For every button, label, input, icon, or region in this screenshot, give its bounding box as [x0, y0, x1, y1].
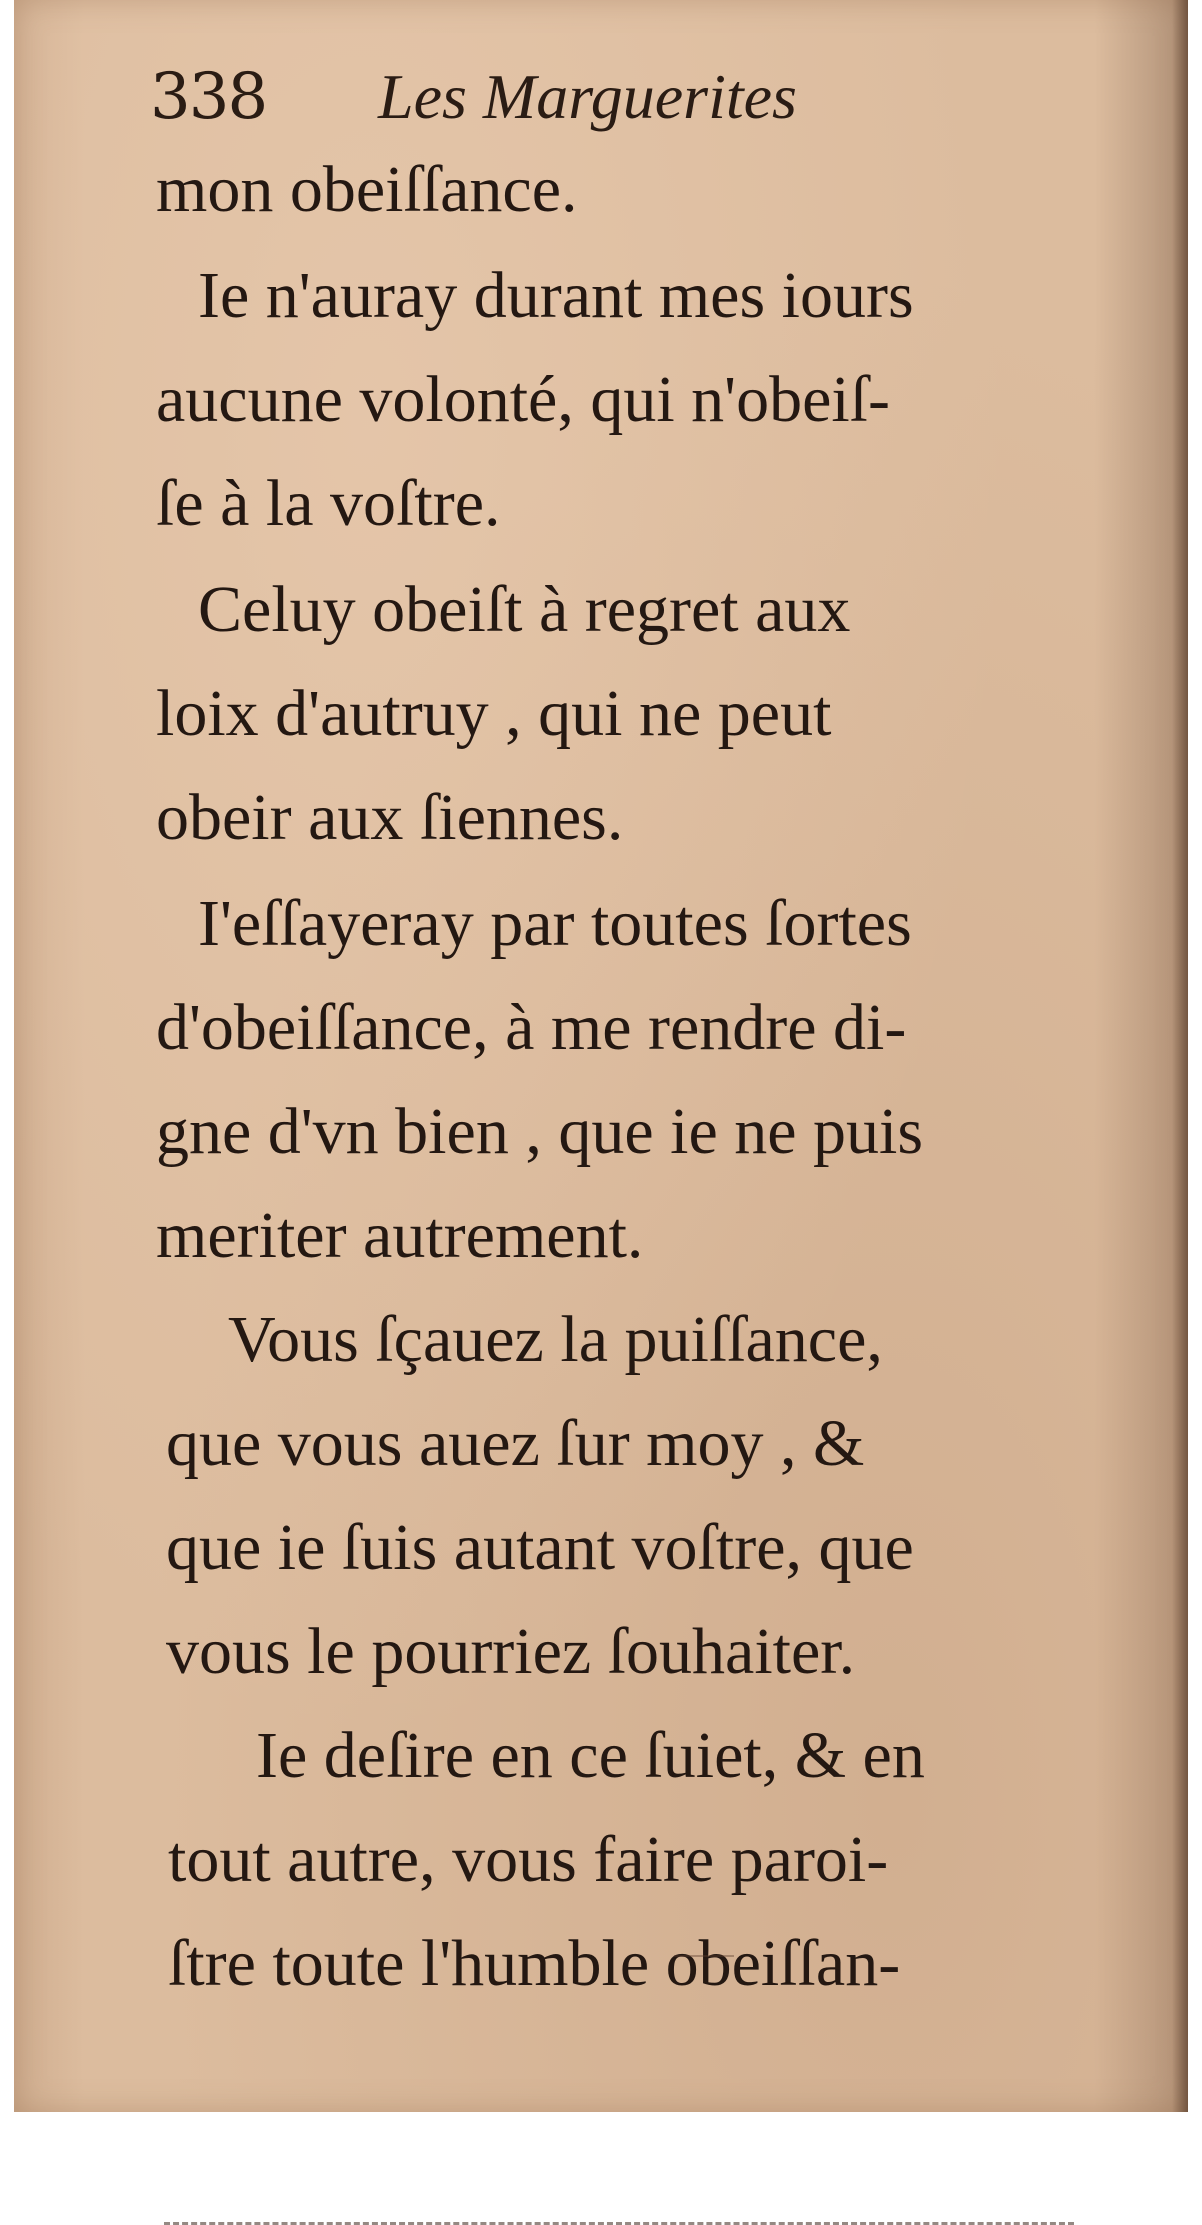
text-line-14: que ie ſuis autant voſtre, que [166, 1511, 914, 1584]
text-line-18: ſtre toute l'humble obeiſſan- [168, 1927, 901, 2000]
text-line-12: Vous ſçauez la puiſſance, [228, 1303, 883, 1376]
text-line-9: d'obeiſſance, à me rendre di- [156, 991, 907, 1064]
text-line-6: loix d'autruy , qui ne peut [156, 677, 832, 750]
text-line-7: obeir aux ſiennes. [156, 781, 624, 854]
text-line-4: ſe à la voſtre. [156, 467, 501, 540]
text-line-10: gne d'vn bien , que ie ne puis [156, 1095, 924, 1168]
text-line-3: aucune volonté, qui n'obeiſ- [156, 363, 891, 436]
text-line-5: Celuy obeiſt à regret aux [198, 573, 851, 646]
text-line-2: Ie n'auray durant mes iours [198, 259, 914, 332]
faint-mark [674, 1955, 734, 1957]
book-page [14, 0, 1188, 2112]
text-line-8: I'eſſayeray par toutes ſortes [198, 887, 912, 960]
text-line-11: meriter autrement. [156, 1199, 644, 1272]
page-header [140, 60, 1040, 150]
text-line-1: mon obeiſſance. [156, 153, 578, 226]
running-title: Les Marguerites [378, 61, 797, 132]
page-gutter-shadow [1172, 0, 1188, 2112]
page-number: 338 [150, 60, 267, 134]
text-line-13: que vous auez ſur moy , & [166, 1407, 865, 1480]
text-line-17: tout autre, vous faire paroi- [168, 1823, 889, 1896]
text-line-16: Ie deſire en ce ſuiet, & en [256, 1719, 925, 1792]
text-line-15: vous le pourriez ſouhaiter. [166, 1615, 856, 1688]
